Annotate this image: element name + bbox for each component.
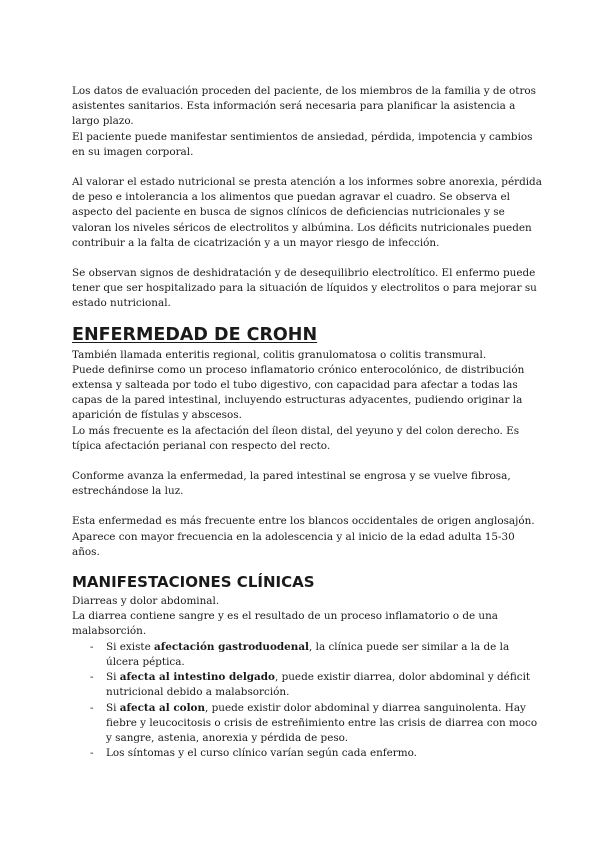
spacer	[72, 251, 542, 266]
bullet-bold-text: afecta al colon	[119, 701, 206, 714]
crohn-paragraph-3: Lo más frecuente es la afectación del íleon distal, del yeyuno y del colon derecho. Es típica afectación perianal con respecto del recto.	[72, 424, 520, 452]
intro-paragraph-1: Los datos de evaluación proceden del paciente, de los miembros de la familia y de otros asistentes sanitarios. Esta información será necesaria para planificar la asistencia a largo plazo.	[72, 85, 537, 128]
crohn-heading: ENFERMEDAD DE CROHN	[72, 324, 318, 345]
list-item	[72, 640, 542, 670]
crohn-paragraph-4: Conforme avanza la enfermedad, la pared intestinal se engrosa y se vuelve fibrosa, estrechándose la luz.	[72, 470, 511, 498]
symptom-list	[72, 640, 542, 762]
manifestaciones-heading: MANIFESTACIONES CLÍNICAS	[72, 573, 315, 592]
bullet-text: Los síntomas y el curso clínico varían según cada enfermo.	[106, 747, 417, 760]
intro-paragraph-3: Al valorar el estado nutricional se presta atención a los informes sobre anorexia, pérdida de peso e intolerancia a los alimentos que puedan agravar el cuadro. Se observa el aspecto del paciente en busca de signos clínicos de deficiencias nutricionales y se valoran los niveles séricos de electrolitos y albúmina. Los déficits nutricionales pueden contribuir a la falta de cicatrización y a un mayor riesgo de infección.	[72, 176, 542, 249]
list-item	[72, 670, 542, 700]
bullet-text: Si	[106, 701, 120, 714]
manifestaciones-paragraph-2: La diarrea contiene sangre y es el resultado de un proceso inflamatorio o de una malabsorción.	[72, 610, 499, 638]
bullet-text: Si	[106, 671, 120, 684]
intro-paragraph-4: Se observan signos de deshidratación y de desequilibrio electrolítico. El enfermo puede tener que ser hospitalizado para la situación de líquidos y electrolitos o para mejorar su estado nutricional.	[72, 267, 537, 310]
bullet-dash: -	[90, 747, 94, 760]
bullet-bold-text: afecta al intestino delgado	[119, 671, 275, 684]
bullet-text: , la clínica puede ser similar a la de la úlcera péptica.	[106, 640, 510, 668]
bullet-text: , puede existir diarrea, dolor abdominal y déficit nutricional debido a malabsorción.	[106, 671, 531, 699]
spacer	[72, 454, 542, 469]
bullet-text: , puede existir dolor abdominal y diarrea sanguinolenta. Hay fiebre y leucocitosis o crisis de estreñimiento entre las crisis de diarrea con moco y sangre, astenia, anorexia y pérdida de peso.	[106, 701, 538, 744]
bullet-dash: -	[90, 671, 94, 684]
crohn-paragraph-6: Aparece con mayor frecuencia en la adolescencia y al inicio de la edad adulta 15-30 años.	[72, 530, 515, 558]
list-item	[72, 746, 542, 761]
list-item	[72, 701, 542, 747]
spacer	[72, 499, 542, 514]
crohn-paragraph-1: También llamada enteritis regional, colitis granulomatosa o colitis transmural.	[72, 348, 487, 361]
bullet-text: Si existe	[106, 640, 155, 653]
spacer	[72, 160, 542, 175]
bullet-bold-text: afectación gastroduodenal	[154, 640, 310, 653]
crohn-paragraph-2: Puede definirse como un proceso inflamatorio crónico enterocolónico, de distribución extensa y salteada por todo el tubo digestivo, con capacidad para afectar a todas las capas de la pared intestinal, incluyendo estructuras adyacentes, pudiendo originar la aparición de fístulas y abscesos.	[72, 363, 525, 422]
manifestaciones-paragraph-1: Diarreas y dolor abdominal.	[72, 595, 220, 608]
intro-paragraph-2: El paciente puede manifestar sentimientos de ansiedad, pérdida, impotencia y cambios en su imagen corporal.	[72, 130, 533, 158]
bullet-dash: -	[90, 640, 94, 653]
bullet-dash: -	[90, 701, 94, 714]
crohn-paragraph-5: Esta enfermedad es más frecuente entre los blancos occidentales de origen anglosajón.	[72, 515, 535, 528]
